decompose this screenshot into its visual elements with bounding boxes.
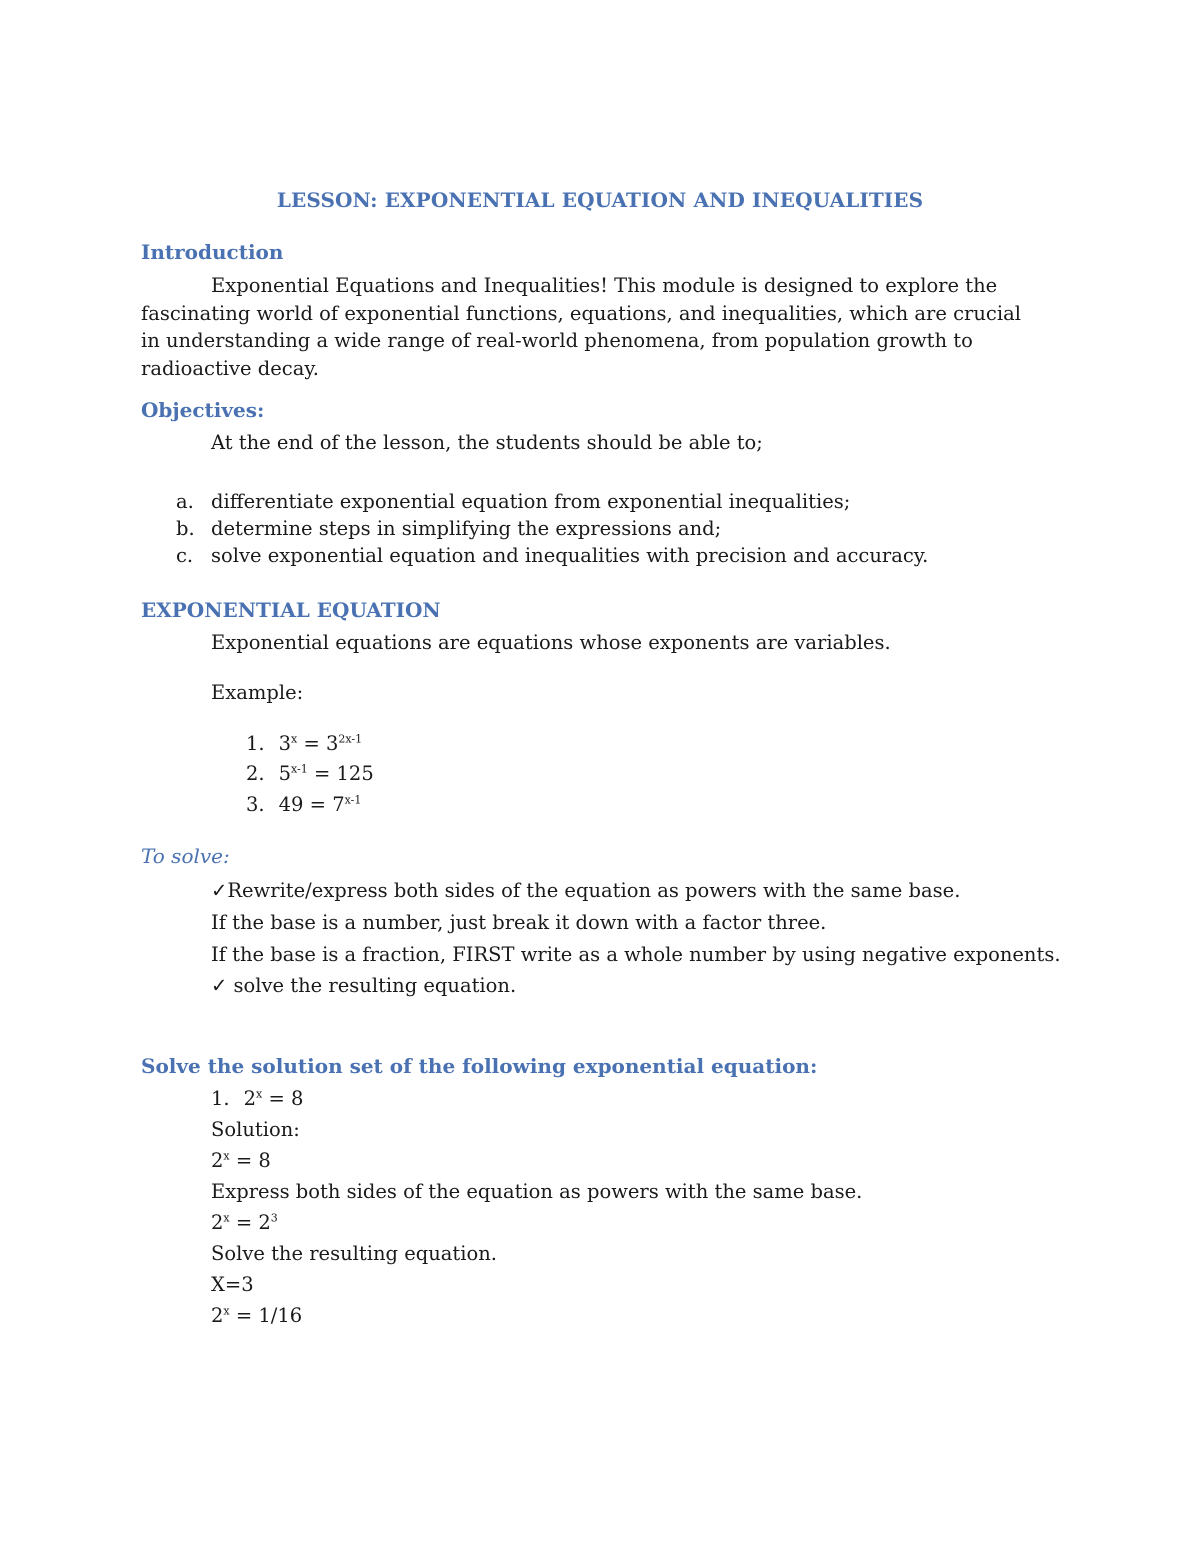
objective-item-a: differentiate exponential equation from exponential inequalities; (211, 490, 851, 513)
next-exponent: x (223, 1304, 230, 1318)
to-solve-step: ✓Rewrite/express both sides of the equation as powers with the same base. (211, 879, 961, 902)
problem-rhs: = 8 (262, 1087, 304, 1110)
practice-problem (211, 1085, 303, 1112)
example-rhs: 125 (336, 762, 374, 785)
problem-base: 2 (243, 1087, 257, 1110)
example-item (246, 730, 362, 757)
example-lhs: 5 (278, 762, 292, 785)
step3-rhs-exponent: 3 (270, 1211, 278, 1225)
example-equals: = (307, 762, 337, 785)
example-rhs-exponent: x-1 (344, 793, 362, 807)
solution-step-3 (211, 1209, 278, 1236)
objective-marker-a: a. (176, 490, 194, 513)
next-rhs: = 1/16 (229, 1304, 303, 1327)
next-problem (211, 1302, 302, 1329)
to-solve-heading: To solve: (141, 844, 230, 868)
objective-item-b: determine steps in simplifying the expressions and; (211, 517, 722, 540)
example-number: 3. (246, 793, 265, 816)
objective-marker-b: b. (176, 517, 195, 540)
to-solve-step: If the base is a fraction, FIRST write as a whole number by using negative exponents. (211, 943, 1061, 966)
problem-exponent: x (256, 1087, 263, 1101)
objective-item-c: solve exponential equation and inequalities with precision and accuracy. (211, 544, 929, 567)
example-equals: = (303, 793, 333, 816)
example-rhs-exponent: 2x-1 (338, 732, 363, 746)
example-rhs: 7 (332, 793, 345, 816)
next-base: 2 (211, 1304, 224, 1327)
objectives-intro: At the end of the lesson, the students should be able to; (211, 431, 763, 454)
to-solve-step: If the base is a number, just break it down with a factor three. (211, 911, 827, 934)
example-item (246, 791, 361, 818)
step3-rhs: = 2 (229, 1211, 271, 1234)
example-number: 2. (246, 762, 265, 785)
example-equals: = (297, 732, 326, 755)
solution-step-2: Express both sides of the equation as powers with the same base. (211, 1180, 863, 1203)
example-label: Example: (211, 681, 304, 704)
example-lhs-exponent: x (291, 732, 298, 746)
example-number: 1. (246, 732, 265, 755)
example-item (246, 760, 374, 787)
example-lhs: 3 (278, 732, 292, 755)
introduction-paragraph (141, 272, 1021, 382)
objective-marker-c: c. (176, 544, 194, 567)
step3-base: 2 (211, 1211, 224, 1234)
example-lhs: 49 (278, 793, 304, 816)
introduction-text: Exponential Equations and Inequalities! This module is designed to explore the fascinating world of exponential functions, equations, and inequalities, which are crucial in understanding a wide range of real-world phenomena, from population growth to radioactive decay. (141, 274, 1021, 380)
objectives-heading: Objectives: (141, 398, 265, 422)
exponential-equation-heading: EXPONENTIAL EQUATION (141, 598, 441, 622)
solution-label: Solution: (211, 1118, 300, 1141)
solution-step-1 (211, 1147, 271, 1174)
exponential-equation-definition: Exponential equations are equations whose exponents are variables. (211, 631, 891, 654)
example-rhs: 3 (326, 732, 339, 755)
step1-exponent: x (223, 1149, 230, 1163)
page-title: LESSON: EXPONENTIAL EQUATION AND INEQUALITIES (276, 188, 924, 212)
step1-rhs: = 8 (229, 1149, 271, 1172)
to-solve-step: ✓ solve the resulting equation. (211, 974, 517, 997)
example-lhs-exponent: x-1 (291, 762, 308, 776)
solution-answer: X=3 (211, 1273, 254, 1296)
introduction-heading: Introduction (141, 240, 284, 264)
step1-base: 2 (211, 1149, 224, 1172)
problem-number: 1. (211, 1087, 230, 1110)
solution-step-4: Solve the resulting equation. (211, 1242, 497, 1265)
practice-heading: Solve the solution set of the following exponential equation: (141, 1054, 818, 1078)
step3-exponent: x (223, 1211, 230, 1225)
